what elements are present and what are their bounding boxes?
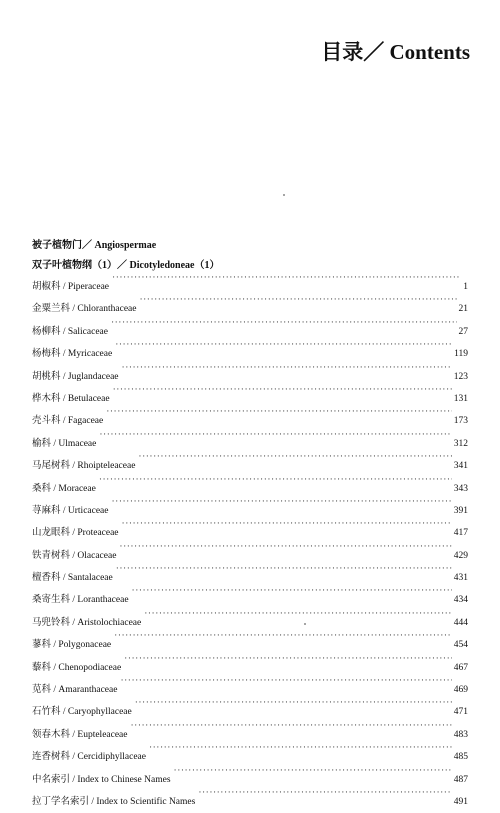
- dot-leader: [114, 625, 452, 647]
- dot-leader: [106, 401, 452, 423]
- toc-entry-page-number: 454: [453, 640, 468, 651]
- toc-entry-page-number: 491: [453, 796, 468, 807]
- dot-leader: [139, 289, 456, 311]
- table-of-contents: [32, 267, 468, 807]
- toc-entry-label: 桑寄生科 / Loranthaceae: [32, 595, 129, 606]
- toc-entry-label: 桦木科 / Betulaceae: [32, 393, 110, 404]
- scan-speck: [304, 623, 306, 625]
- toc-entry-page-number: 429: [453, 550, 468, 561]
- toc-entry[interactable]: [32, 267, 468, 292]
- dot-leader: [111, 312, 457, 334]
- toc-entry-page-number: 469: [453, 685, 468, 696]
- toc-entry-page-number: 341: [453, 461, 468, 472]
- toc-entry-page-number: 417: [453, 528, 468, 539]
- toc-entry-label: 中名索引 / Index to Chinese Names: [32, 774, 171, 785]
- dot-leader: [119, 536, 451, 558]
- toc-entry-page-number: 21: [458, 304, 468, 315]
- toc-entry-label: 马兜铃科 / Aristolochiaceae: [32, 617, 142, 628]
- toc-entry-label: 山龙眼科 / Proteaceae: [32, 528, 119, 539]
- toc-entry-page-number: 27: [458, 326, 468, 337]
- section-heading-angiospermae: 被子植物门／ Angiospermae: [32, 240, 157, 251]
- scan-speck: [283, 194, 285, 196]
- dot-leader: [131, 715, 452, 737]
- toc-entry-label: 领春木科 / Eupteleaceae: [32, 729, 128, 740]
- toc-entry-page-number: 485: [453, 752, 468, 763]
- toc-entry-label: 连香树科 / Cercidiphyllaceae: [32, 752, 146, 763]
- toc-entry-label: 胡桃科 / Juglandaceae: [32, 371, 119, 382]
- toc-entry-page-number: 487: [453, 774, 468, 785]
- dot-leader: [149, 737, 452, 759]
- toc-entry-label: 拉丁学名索引 / Index to Scientific Names: [32, 796, 196, 807]
- dot-leader: [113, 379, 452, 401]
- toc-entry-page-number: 467: [453, 662, 468, 673]
- toc-entry-label: 檀香科 / Santalaceae: [32, 573, 113, 584]
- toc-entry-page-number: 173: [453, 416, 468, 427]
- dot-leader: [122, 357, 452, 379]
- toc-entry-label: 壳斗科 / Fagaceae: [32, 416, 104, 427]
- dot-leader: [122, 513, 452, 535]
- toc-entry-label: 铁青树科 / Olacaceae: [32, 550, 117, 561]
- dot-leader: [174, 760, 452, 782]
- toc-entry-page-number: 431: [453, 573, 468, 584]
- dot-leader: [116, 558, 452, 580]
- toc-entry-label: 马尾树科 / Rhoipteleaceae: [32, 461, 136, 472]
- dot-leader: [112, 491, 452, 513]
- toc-entry-label: 杨梅科 / Myricaceae: [32, 349, 113, 360]
- toc-entry-label: 金粟兰科 / Chloranthaceae: [32, 304, 137, 315]
- dot-leader: [99, 469, 452, 491]
- toc-entry-page-number: 312: [453, 438, 468, 449]
- section-heading-dicotyledoneae: 双子叶植物纲（1）／ Dicotyledoneae（1）: [32, 260, 220, 271]
- toc-entry-page-number: 471: [453, 707, 468, 718]
- toc-entry-page-number: 444: [453, 617, 468, 628]
- dot-leader: [132, 580, 452, 602]
- page-title: 目录／ Contents: [321, 40, 470, 64]
- toc-entry-page-number: 123: [453, 371, 468, 382]
- toc-entry-page-number: 343: [453, 483, 468, 494]
- dot-leader: [115, 334, 452, 356]
- toc-entry-label: 杨柳科 / Salicaceae: [32, 326, 108, 337]
- toc-entry-label: 苋科 / Amaranthaceae: [32, 685, 118, 696]
- dot-leader: [124, 648, 452, 670]
- toc-entry-page-number: 483: [453, 729, 468, 740]
- toc-entry-label: 藜科 / Chenopodiaceae: [32, 662, 122, 673]
- toc-entry-page-number: 434: [453, 595, 468, 606]
- dot-leader: [135, 692, 452, 714]
- toc-entry-label: 石竹科 / Caryophyllaceae: [32, 707, 132, 718]
- dot-leader: [120, 670, 451, 692]
- toc-entry-label: 胡椒科 / Piperaceae: [32, 282, 110, 292]
- dot-leader: [198, 782, 451, 804]
- toc-entry-page-number: 119: [454, 349, 468, 360]
- dot-leader: [99, 424, 451, 446]
- dot-leader: [144, 603, 452, 625]
- toc-entry-label: 桑科 / Moraceae: [32, 483, 96, 494]
- dot-leader: [112, 267, 461, 289]
- dot-leader: [138, 446, 451, 468]
- toc-entry-page-number: 131: [453, 393, 468, 404]
- toc-entry-page-number: 391: [453, 505, 468, 516]
- toc-entry-label: 荨麻科 / Urticaceae: [32, 505, 109, 516]
- toc-entry-label: 榆科 / Ulmaceae: [32, 438, 97, 449]
- toc-entry-page-number: 1: [463, 282, 468, 292]
- toc-entry-label: 蓼科 / Polygonaceae: [32, 640, 112, 651]
